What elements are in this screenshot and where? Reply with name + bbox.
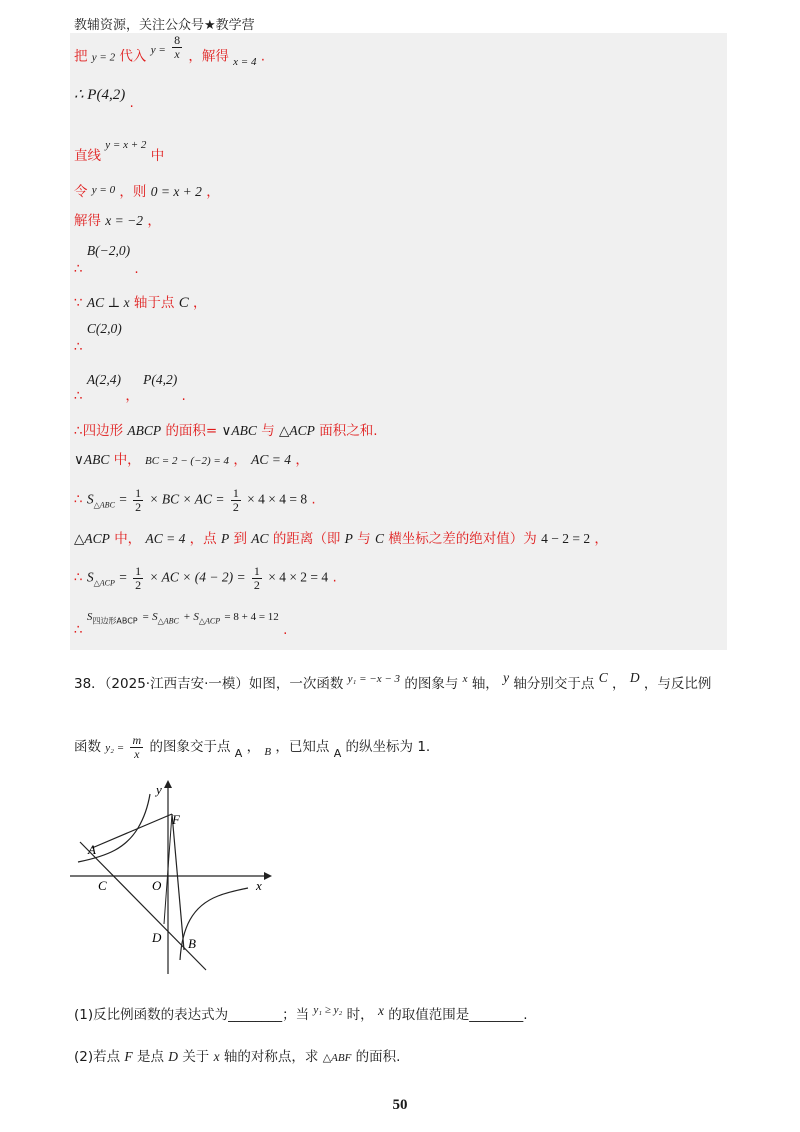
solution-line-5: 解得 x = −2 ， — [74, 213, 161, 229]
solution-line-3: 直线 y = x + 2 中 — [74, 139, 165, 164]
solution-line-7: ∵ AC ⊥ x 轴于点 C ， — [74, 295, 207, 311]
fraction-8-over-x: $\frac{8}{x}$ — [174, 33, 181, 61]
segment-AF — [92, 814, 172, 848]
question-38-part-2: (2)若点 F 是点 D 关于 x 轴的对称点，求 △ABF 的面积. — [74, 1049, 401, 1065]
solution-line-6: ∴ B(−2,0) . — [74, 243, 139, 277]
page-number: 50 — [392, 1097, 408, 1113]
point-C-label: C — [98, 878, 107, 893]
solution-line-11: ∨ABC 中， BC = 2 − (−2) = 4 ， AC = 4 ， — [74, 452, 309, 468]
question-38-line-1: 38．（2025·江西吉安·一模）如图，一次函数 $^{y_1 = -x - 3}$ 的图象与 $^x$ 轴， y 轴分别交于点 C ， D ，与反比例 — [74, 670, 712, 692]
solution-block — [70, 33, 727, 650]
solution-line-14: ∴ $S_{\triangle ACP}$ = $\frac{1}{2}$ × AC × (4 − 2) = $\frac{1}{2}$ × 4 × 2 = 4 . — [74, 564, 337, 592]
page-header: 教辅资源，关注公众号★教学营 — [74, 18, 255, 33]
point-D-label: D — [152, 930, 162, 945]
solution-line-9: ∴ A(2,4) ， P(4,2) . — [74, 372, 186, 404]
question-38-part-1: (1)反比例函数的表达式为________；当 $^{y_1 \ge y_2}$ 时， x 的取值范围是________. — [74, 1003, 528, 1023]
fraction-half: $\frac{1}{2}$ — [232, 486, 239, 514]
solution-line-13: △ACP 中， AC = 4 ，点 P 到 AC 的距离（即 P 与 C 横坐标之差的绝对值）为 4 − 2 = 2 ， — [74, 531, 608, 547]
point-F-label: F — [172, 812, 180, 827]
x-axis-arrow — [264, 872, 272, 880]
solution-line-10: ∴四边形 ABCP 的面积= ∨ABC 与 △ACP 面积之和. — [74, 423, 378, 439]
solution-line-2: ∴ P(4,2) . — [74, 87, 134, 111]
origin-label: O — [152, 878, 162, 893]
solution-line-4: 令 $^{y = 0}$ ，则 0 = x + 2 ， — [74, 184, 220, 200]
solution-line-12: ∴ $S_{\triangle ABC}$ = $\frac{1}{2}$ × BC × AC = $\frac{1}{2}$ × 4 × 4 = 8 . — [74, 486, 316, 514]
question-38-line-2: 函数 y₂ = $\frac{m}{x}$ 的图象交于点 $_A$ ， $_B$ ，已知点 $_A$ 的纵坐标为 1. — [74, 733, 431, 761]
x-axis-label: x — [256, 878, 262, 893]
point-A-label: A — [88, 842, 96, 857]
solution-line-1: 把 y = 2 代入 $^{y =}$ $\frac{8}{x}$ ，解得 $_{x = 4}$ . — [74, 33, 266, 68]
segment-FB — [172, 814, 184, 950]
fraction-m-over-x: $\frac{m}{x}$ — [132, 733, 142, 761]
y-axis-arrow — [164, 780, 172, 788]
fraction-half: $\frac{1}{2}$ — [253, 564, 260, 592]
fraction-half: $\frac{1}{2}$ — [135, 564, 142, 592]
solution-line-8: ∴ C(2,0) — [74, 321, 122, 355]
solution-line-15: ∴ $S_{四边形ABCP} = S_{\triangle ABC} + S_{\triangle ACP} = 8 + 4 = 12$ . — [74, 611, 288, 638]
y-axis-label: y — [156, 782, 162, 797]
fraction-half: $\frac{1}{2}$ — [135, 486, 142, 514]
function-graph-figure — [68, 778, 278, 978]
point-B-label: B — [188, 936, 196, 951]
